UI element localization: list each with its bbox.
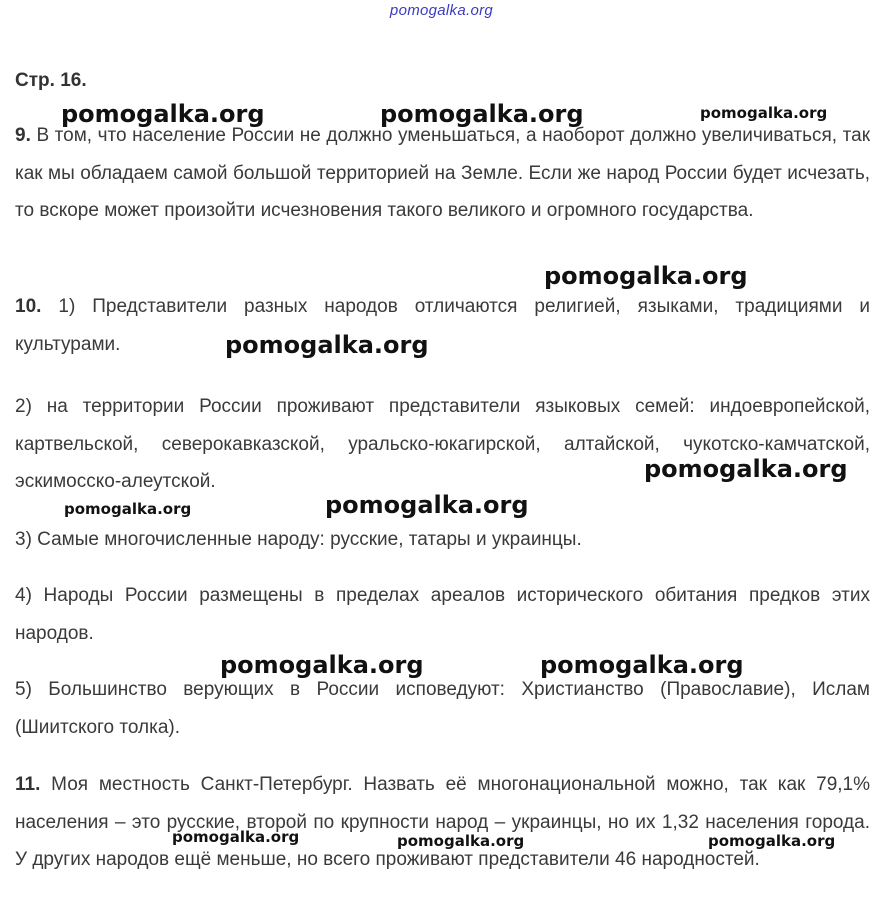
watermark: pomogalka.org [397, 832, 525, 850]
paragraph-text: 3) Самые многочисленные народу: русские, татары и украинцы. [15, 529, 582, 550]
watermark: pomogalka.org [172, 828, 300, 846]
watermark: pomogalka.org [540, 651, 744, 679]
paragraph-10-item-5 [15, 671, 870, 746]
paragraph-11 [15, 766, 870, 879]
watermark: pomogalka.org [708, 832, 836, 850]
watermark: pomogalka.org [64, 500, 192, 518]
watermark: pomogalka.org [220, 651, 424, 679]
page-title: Стр. 16. [15, 70, 87, 91]
watermark: pomogalka.org [380, 100, 584, 128]
paragraph-number: 9. [15, 125, 31, 146]
watermark: pomogalka.org [225, 331, 429, 359]
paragraph-text: 2) на территории России проживают представители языковых семей: индоевропейской, картвельской, северокавказской, уральско-юкагирской, алтайской, чукотско-камчатской, эскимосско-алеутской. [15, 396, 870, 493]
paragraph-9 [15, 117, 870, 230]
paragraph-number: 10. [15, 296, 42, 317]
paragraph-text: 1) Представители разных народов отличаются религией, языками, традициями и культурами. [15, 296, 870, 355]
paragraph-10-item-4 [15, 577, 870, 652]
watermark: pomogalka.org [325, 491, 529, 519]
paragraph-text: 5) Большинство верующих в России исповедуют: Христианство (Православие), Ислам (Шиитского толка). [15, 679, 870, 738]
site-watermark-header: pomogalka.org [389, 2, 494, 19]
watermark: pomogalka.org [700, 104, 828, 122]
watermark: pomogalka.org [61, 100, 265, 128]
paragraph-10-item-1 [15, 288, 870, 363]
watermark: pomogalka.org [544, 262, 748, 290]
paragraph-text: 4) Народы России размещены в пределах ареалов исторического обитания предков этих народов. [15, 585, 870, 644]
paragraph-number: 11. [15, 774, 41, 795]
paragraph-text: В том, что население России не должно уменьшаться, а наоборот должно увеличиваться, так как мы обладаем самой большой территорией на Земле. Если же народ России будет исчезать, то вскоре может произойти исчезновения такого великого и огромного государства. [15, 125, 871, 222]
watermark: pomogalka.org [644, 455, 848, 483]
paragraph-text: Моя местность Санкт-Петербург. Назвать её многонациональной можно, так как 79,1% населения – это русские, второй по крупности народ – украинцы, но их 1,32 населения города. У других народов ещё меньше, но всего проживают представители 46 народностей. [15, 774, 871, 871]
paragraph-10-item-3 [15, 521, 870, 559]
paragraph-10-item-2 [15, 388, 870, 501]
